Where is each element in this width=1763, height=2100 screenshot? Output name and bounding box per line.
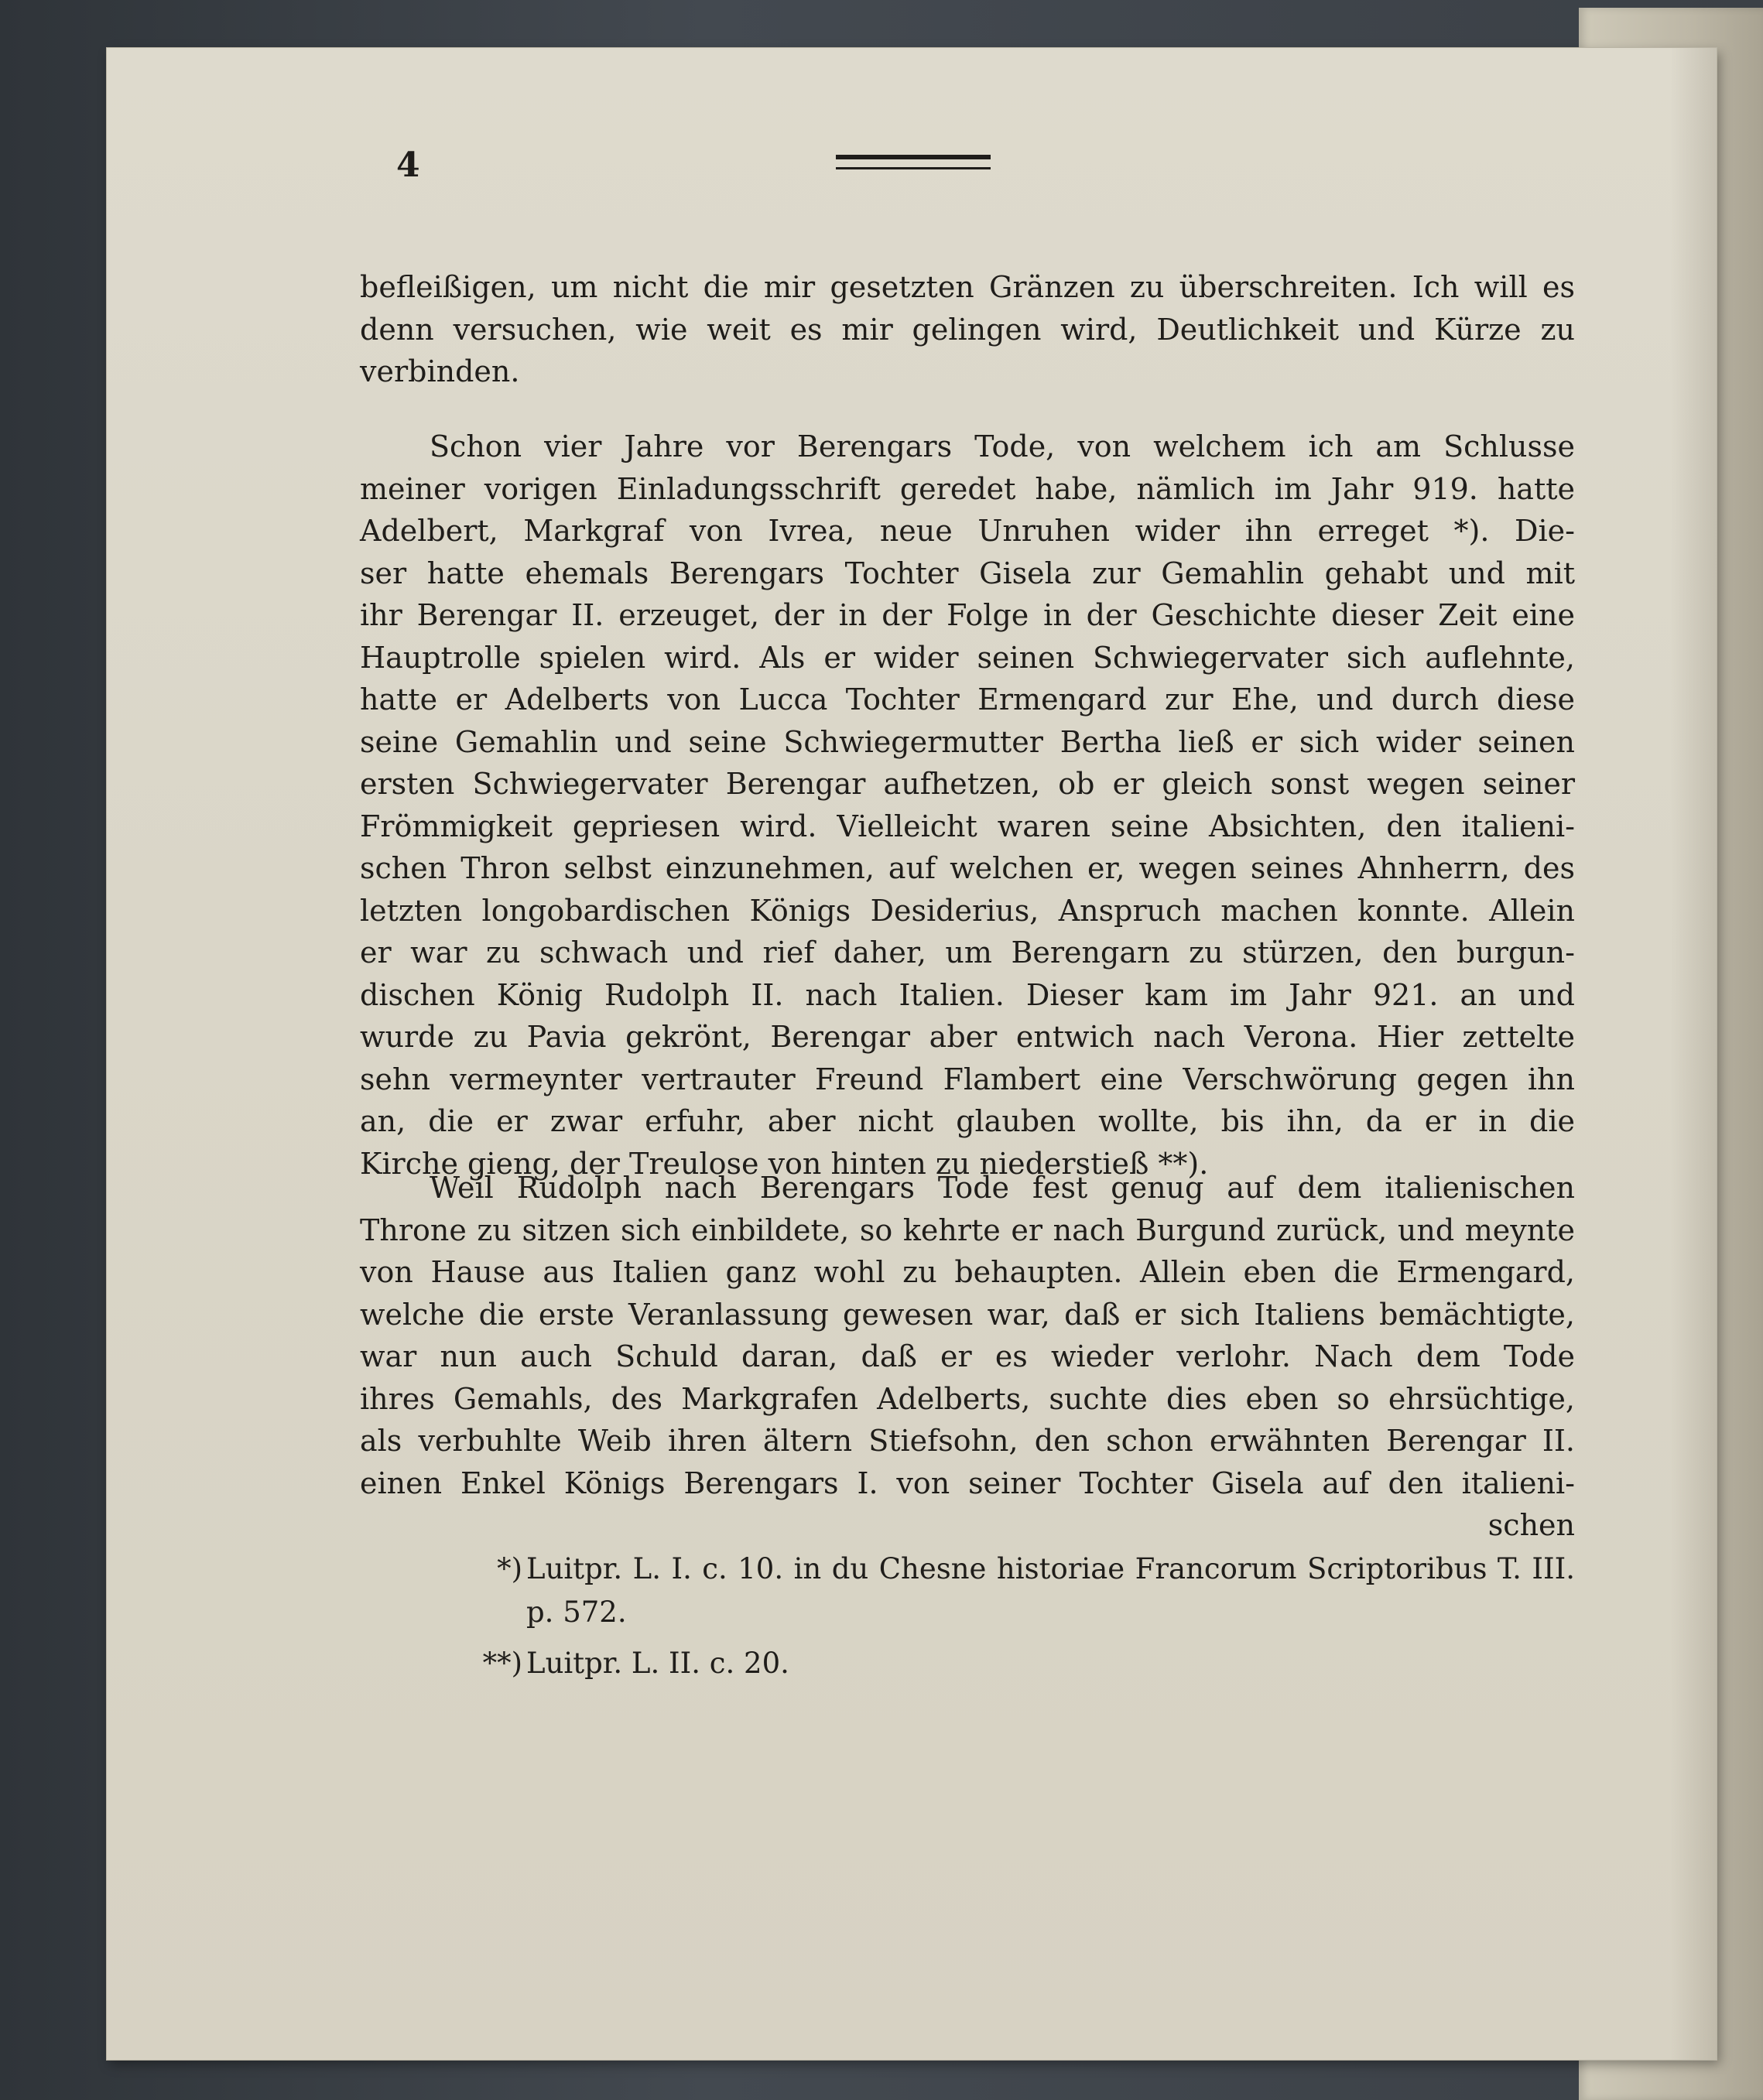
paragraph-1 (360, 266, 1575, 393)
text-line: Weil Rudolph nach Berengars Tode fest genug auf dem italienischen (430, 1171, 1575, 1205)
footnote (453, 1548, 1575, 1634)
text-line: ihr Berengar II. erzeuget, der in der Folge in der Geschichte dieser Zeit eine (360, 598, 1575, 632)
text-line: Frömmigkeit gepriesen wird. Vielleicht waren seine Absichten, den italieni- (360, 809, 1575, 843)
text-line: Adelbert, Markgraf von Ivrea, neue Unruhen wider ihn erreget *). Die- (360, 514, 1575, 548)
text-line: als verbuhlte Weib ihren ältern Stiefsohn, den schon erwähnten Berengar II. (360, 1424, 1575, 1458)
text-line: dischen König Rudolph II. nach Italien. Dieser kam im Jahr 921. an und (360, 977, 1575, 1012)
text-line: denn versuchen, wie weit es mir gelingen wird, Deutlichkeit und Kürze zu (360, 312, 1575, 347)
footnote-line: Luitpr. L. II. c. 20. (526, 1647, 789, 1680)
text-line: ersten Schwiegervater Berengar aufhetzen, ob er gleich sonst wegen seiner (360, 767, 1575, 801)
text-line: Hauptrolle spielen wird. Als er wider seinen Schwiegervater sich auflehnte, (360, 640, 1575, 675)
paragraph-3 (360, 1167, 1575, 1547)
text-line: sehn vermeynter vertrauter Freund Flambert eine Verschwörung gegen ihn (360, 1062, 1575, 1096)
text-line: er war zu schwach und rief daher, um Berengarn zu stürzen, den burgun- (360, 935, 1575, 970)
footnotes (453, 1548, 1575, 1693)
text-line: ser hatte ehemals Berengars Tochter Gisela zur Gemahlin gehabt und mit (360, 556, 1575, 590)
header-rule (836, 155, 991, 169)
paragraph-2 (360, 426, 1575, 1185)
text-line: ihres Gemahls, des Markgrafen Adelberts, suchte dies eben so ehrsüchtige, (360, 1381, 1575, 1416)
text-line: Throne zu sitzen sich einbildete, so kehrte er nach Burgund zurück, und meynte (360, 1212, 1575, 1247)
text-line: wurde zu Pavia gekrönt, Berengar aber entwich nach Verona. Hier zettelte (360, 1020, 1575, 1054)
page-number: 4 (396, 145, 420, 185)
catchword: schen (1487, 1508, 1575, 1542)
text-line: welche die erste Veranlassung gewesen war, daß er sich Italiens bemächtigte, (360, 1297, 1575, 1332)
text-line: an, die er zwar erfuhr, aber nicht glauben wollte, bis ihn, da er in die (360, 1104, 1575, 1138)
text-line: hatte er Adelberts von Lucca Tochter Ermengard zur Ehe, und durch diese (360, 682, 1575, 717)
text-line: Schon vier Jahre vor Berengars Tode, von welchem ich am Schlusse (430, 429, 1575, 463)
text-line: verbinden. (360, 354, 520, 388)
footnote (453, 1642, 1575, 1685)
footnote-line: p. 572. (526, 1596, 627, 1629)
text-line: einen Enkel Königs Berengars I. von seiner Tochter Gisela auf den italieni- (360, 1466, 1575, 1500)
footnote-line: Luitpr. L. I. c. 10. in du Chesne historiae Francorum Scriptoribus T. III. (526, 1552, 1575, 1585)
text-line: befleißigen, um nicht die mir gesetzten Gränzen zu überschreiten. Ich will es (360, 270, 1575, 304)
text-line: von Hause aus Italien ganz wohl zu behaupten. Allein eben die Ermengard, (360, 1255, 1575, 1289)
text-line: schen Thron selbst einzunehmen, auf welchen er, wegen seines Ahnherrn, des (360, 851, 1575, 885)
text-line: war nun auch Schuld daran, daß er es wieder verlohr. Nach dem Tode (360, 1339, 1575, 1373)
text-line: Kirche gieng, der Treulose von hinten zu niederstieß **). (360, 1146, 1209, 1181)
footnote-mark: **) (482, 1647, 522, 1680)
text-line: meiner vorigen Einladungsschrift geredet habe, nämlich im Jahr 919. hatte (360, 471, 1575, 506)
text-line: letzten longobardischen Königs Desiderius, Anspruch machen konnte. Allein (360, 893, 1575, 928)
text-line: seine Gemahlin und seine Schwiegermutter Bertha ließ er sich wider seinen (360, 724, 1575, 759)
footnote-mark: *) (497, 1552, 522, 1585)
